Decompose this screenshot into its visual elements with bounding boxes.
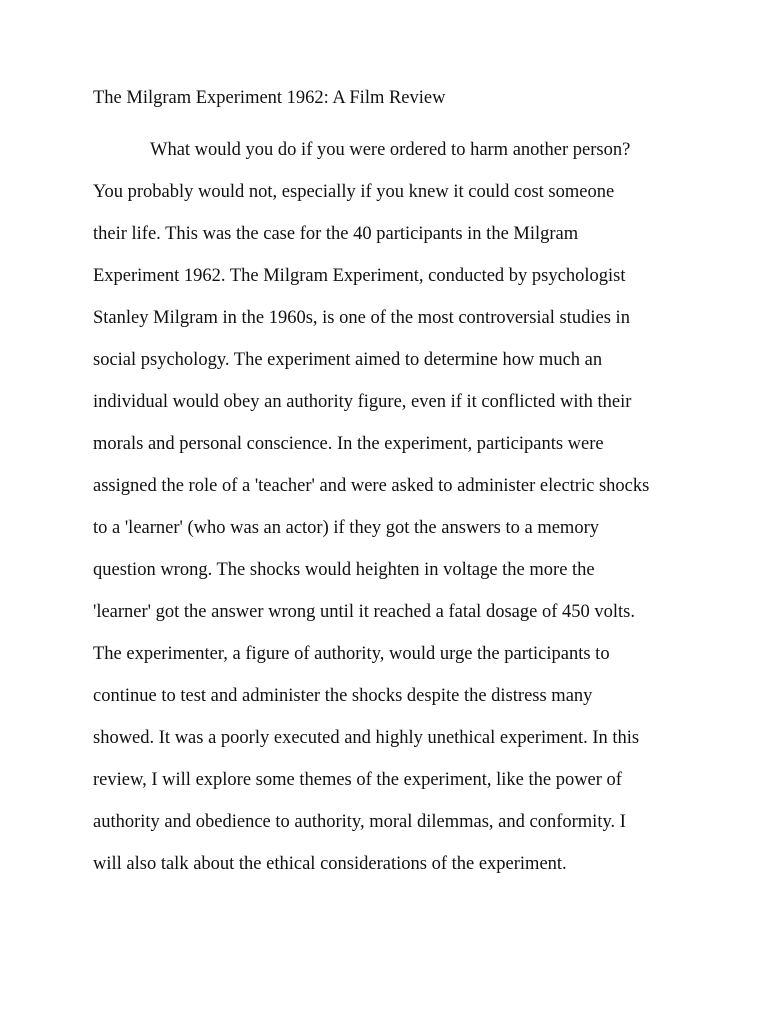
paragraph-line: The experimenter, a figure of authority, would urge the participants to: [93, 644, 610, 664]
paragraph-line: will also talk about the ethical considerations of the experiment.: [93, 854, 567, 874]
document-title: The Milgram Experiment 1962: A Film Review: [93, 88, 446, 108]
paragraph-line: to a 'learner' (who was an actor) if they got the answers to a memory: [93, 518, 599, 538]
body-paragraph: [93, 137, 693, 893]
paragraph-line: You probably would not, especially if you knew it could cost someone: [93, 182, 615, 202]
paragraph-line: 'learner' got the answer wrong until it reached a fatal dosage of 450 volts.: [93, 602, 635, 622]
paragraph-line: What would you do if you were ordered to harm another person?: [150, 140, 631, 160]
paragraph-line: their life. This was the case for the 40 participants in the Milgram: [93, 224, 579, 244]
paragraph-line: morals and personal conscience. In the experiment, participants were: [93, 434, 604, 454]
paragraph-line: question wrong. The shocks would heighten in voltage the more the: [93, 560, 595, 580]
paragraph-line: showed. It was a poorly executed and highly unethical experiment. In this: [93, 728, 640, 748]
paragraph-line: authority and obedience to authority, moral dilemmas, and conformity. I: [93, 812, 626, 832]
paragraph-line: Stanley Milgram in the 1960s, is one of the most controversial studies in: [93, 308, 630, 328]
paragraph-line: continue to test and administer the shocks despite the distress many: [93, 686, 593, 706]
paragraph-line: social psychology. The experiment aimed to determine how much an: [93, 350, 603, 370]
paragraph-line: individual would obey an authority figure, even if it conflicted with their: [93, 392, 632, 412]
paragraph-line: review, I will explore some themes of the experiment, like the power of: [93, 770, 622, 790]
paragraph-line: Experiment 1962. The Milgram Experiment, conducted by psychologist: [93, 266, 626, 286]
paragraph-line: assigned the role of a 'teacher' and were asked to administer electric shocks: [93, 476, 650, 496]
